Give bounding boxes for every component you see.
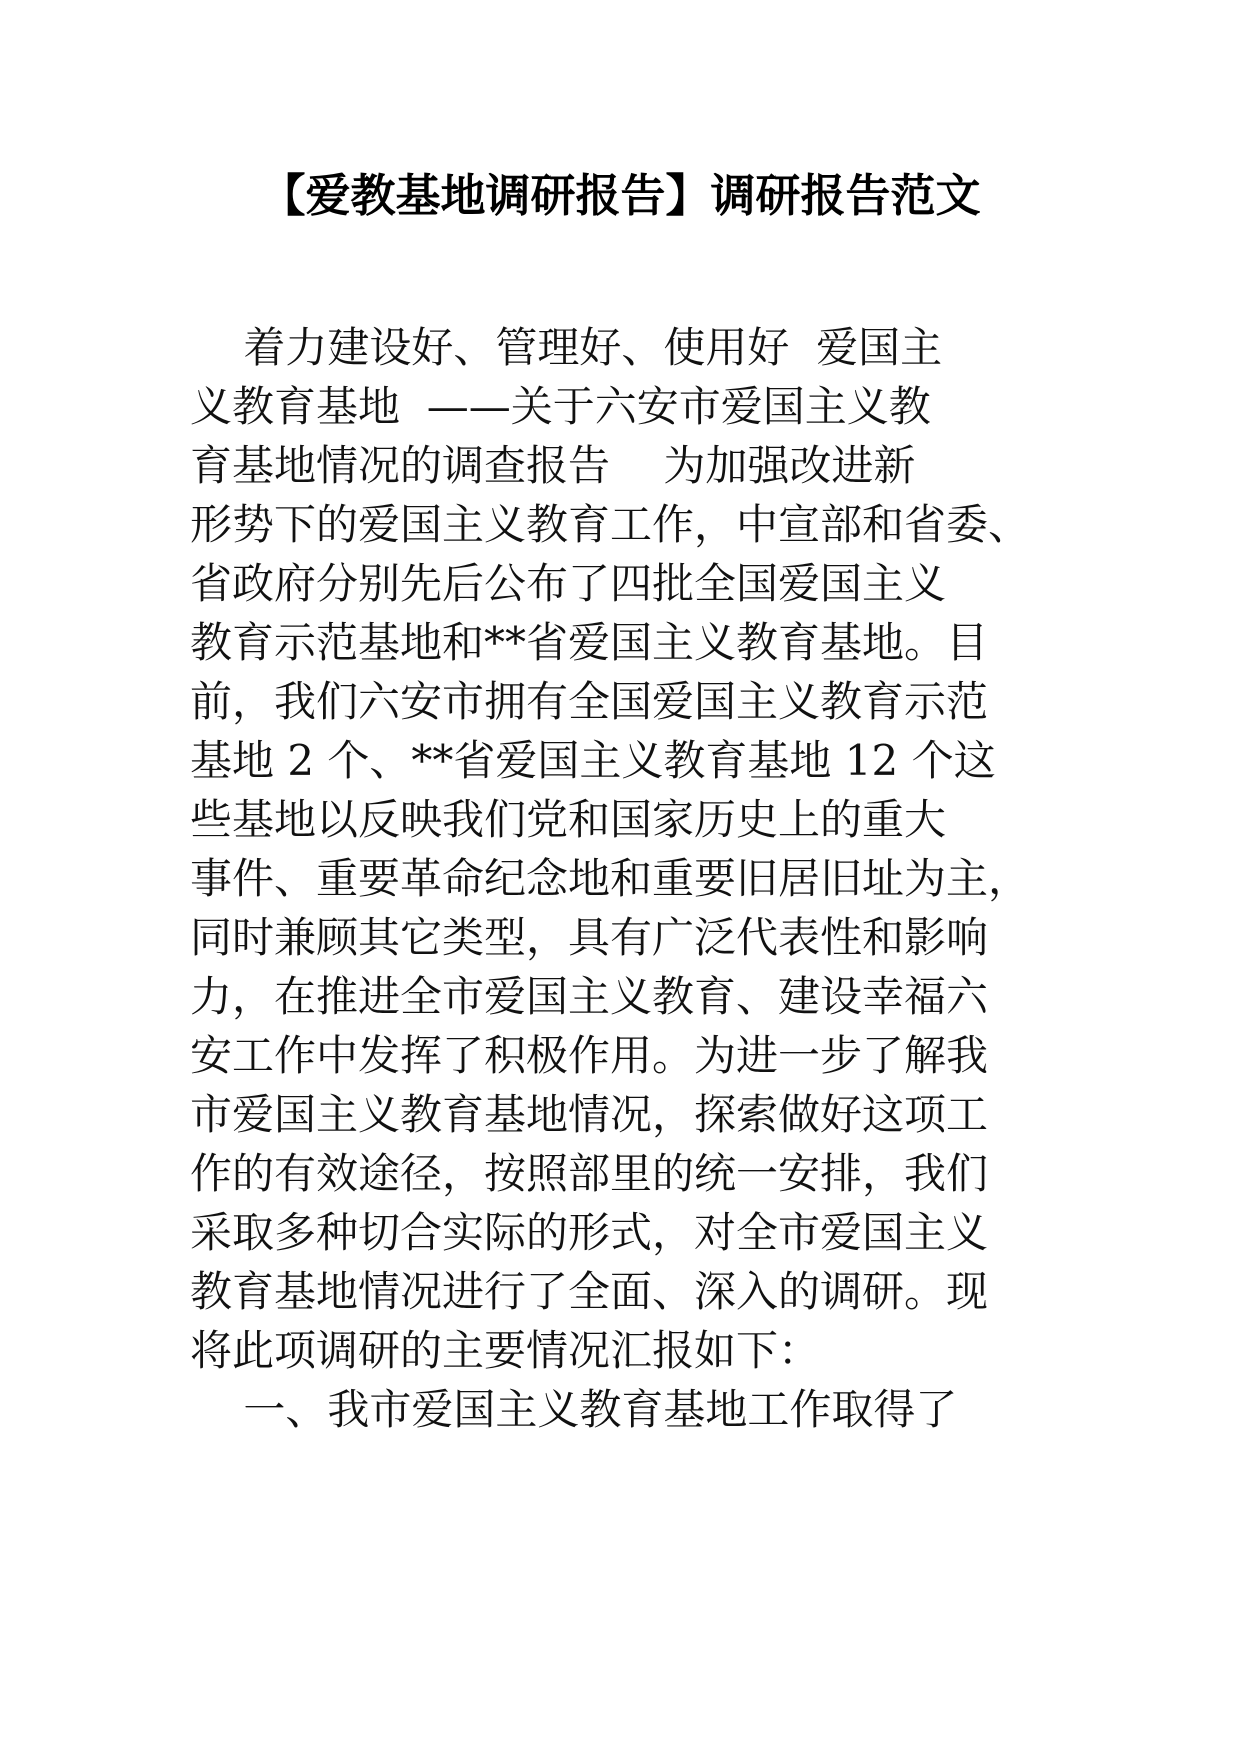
body-line: 形势下的爱国主义教育工作，中宣部和省委、 [190,500,1031,549]
body-line: 将此项调研的主要情况汇报如下： [190,1326,821,1375]
body-line: 市爱国主义教育基地情况，探索做好这项工 [190,1090,989,1139]
document-body [190,318,1070,1439]
body-line: 前，我们六安市拥有全国爱国主义教育示范 [190,677,989,726]
body-line: 些基地以反映我们党和国家历史上的重大 [190,795,947,844]
body-line: 力，在推进全市爱国主义教育、建设幸福六 [190,972,989,1021]
body-line: 着力建设好、管理好、使用好 爱国主 [190,323,943,372]
body-line: 省政府分别先后公布了四批全国爱国主义 [190,559,947,608]
body-line: 教育示范基地和**省爱国主义教育基地。目 [190,618,989,667]
document-title: 【爱教基地调研报告】调研报告范文 [260,169,981,222]
body-line: 教育基地情况进行了全面、深入的调研。现 [190,1267,989,1316]
body-line: 同时兼顾其它类型，具有广泛代表性和影响 [190,913,989,962]
body-line: 安工作中发挥了积极作用。为进一步了解我 [190,1031,989,1080]
body-line: 事件、重要革命纪念地和重要旧居旧址为主， [190,854,1031,903]
body-line: 作的有效途径，按照部里的统一安排，我们 [190,1149,989,1198]
body-line: 育基地情况的调查报告 为加强改进新 [190,441,916,490]
body-line: 基地 2 个、**省爱国主义教育基地 12 个这 [190,736,996,785]
body-line: 一、我市爱国主义教育基地工作取得了 [190,1385,958,1434]
body-line: 义教育基地 ——关于六安市爱国主义教 [190,382,931,431]
body-line: 采取多种切合实际的形式，对全市爱国主义 [190,1208,989,1257]
